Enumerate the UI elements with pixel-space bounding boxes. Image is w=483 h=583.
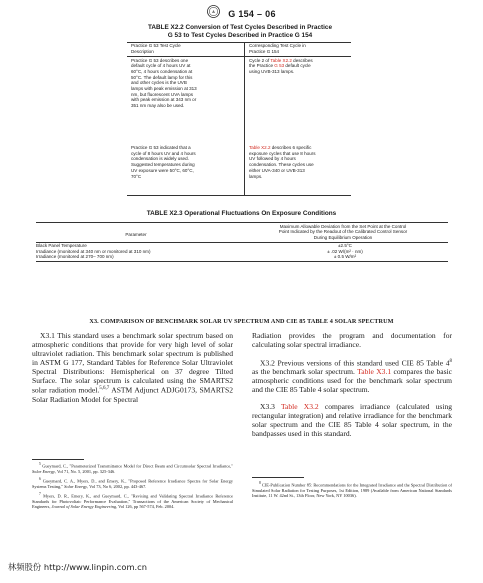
table-x22-row1-col2: Cycle 2 of Table X2.2 describes the Practice G 53 default cycle using UVB-313 lamps. <box>249 57 313 74</box>
astm-logo-icon <box>207 5 220 23</box>
footer-watermark: 林频股份 http://www.linpin.com.cn <box>8 562 147 572</box>
table-x23-caption: TABLE X2.3 Operational Fluctuations On Exposure Conditions <box>146 210 337 217</box>
footnote-5: $^5$ Gueymard, C., "Parameterized Transmittance Model for Direct Beam and Circumsolar Spectral Irradiance," Solar Energy, Vol 71, No. 5, 2001, pp. 325-346. <box>32 462 233 474</box>
table-x22-row2-col1: Practice G 53 indicated that a cycle of 8 hours UV and 4 hours condensation is widely used. Suggested temperatures during UV exposure were 50°C, 60°C, 70°C <box>131 145 196 179</box>
table-x23-col2-header: Maximum Allowable Deviation from the Set Point at the Control Point Indicated by the Readout of the Calibrated Control Sensor During Equilibrium Operation <box>278 223 408 240</box>
footnotes-right <box>252 481 452 501</box>
table-row: Irradiance (monitored at 340 nm or monitored at 310 nm) <box>36 248 151 254</box>
table-x22-row2-col2: Table X2.2 describes 6 specific exposure cycles that use 8 hours UV followed by 4 hours condensation. These cycles use either UVA-340 or UVB-313 lamps. <box>249 145 316 179</box>
right-column-text: Radiation provides the program and documentation for calculating solar spectral irradiance. X3.2 Previous versions of this standard used CIE 85 Table $4^8$ as the benchmark solar spectrum. Table X3.1 compares the basic atmospheric conditions used for the benchmark solar spectrum and the CIE 85 Table 4 solar spectrum. X3.3 Table X3.2 compares irradiance (calculated using rectangular integration) and relative irradiance for the benchmark solar spectrum and the CIE 85 Table 4 solar spectrum, in the bandpasses used in this standard. <box>252 331 452 438</box>
table-x22-caption-line2: G 53 to Test Cycles Described in Practice G 154 <box>167 32 313 39</box>
footnote-8: $^8$ CIE-Publication Number 85: Recommendations for the Integrated Irradiance and the Spectral Distribution of Simulated Solar Radiation for Testing Purposes, 1st Edition, 1989 (Available from American National Standards Institute, 11 W. 42nd St., 13th Floor, New York, NY 10036). <box>252 481 452 499</box>
link-table-x22[interactable]: Table X2.2 <box>270 57 292 63</box>
page-header <box>0 5 483 21</box>
footnotes-left <box>32 462 233 512</box>
svg-text:A: A <box>212 10 215 15</box>
footnote-7: $^7$ Myers, D. R., Emery, K., and Gueymard, C., "Revising and Validating Spectral Irradiance Reference Standards for Photovoltaic Performance Evaluation," Transactions of the American Society of Mechanical Engineers, Journal of Solar Energy Engineering, Vol 126, pp 567-574, Feb. 2004. <box>32 491 233 510</box>
left-column-text: X3.1 This standard uses a benchmark solar spectrum based on atmospheric conditions that provide for very high level of solar ultraviolet radiation. This benchmark solar spectrum is published in ASTM G 177, Standard Tables for Reference Solar Ultraviolet Spectral Distributions: Hemispherical on 37 degree Tilted Surface. The solar spectrum is calculated using the SMARTS2 solar radiation model.$^{5,6,7}$ ASTM Adjunct ADJG0173, SMARTS2 Solar Radiation Model for Spectral <box>32 331 233 404</box>
table-x22-row1-col1: Practice G 53 describes one default cycle of 4 hours UV at 60°C, 4 hours condensation at 50°C. The default lamp for this and other cycles is the UVB lamps with peak emission at 313 nm, but fluorescent UVA lamps with peak emission at 343 nm or 351 nm may also be used. <box>131 57 197 109</box>
table-x23-col1-header: Parameter <box>125 232 147 237</box>
link-g53[interactable]: G 53 <box>274 63 285 69</box>
table-row: Black Panel Temperature <box>36 243 87 248</box>
table-x23-parameters <box>36 243 256 260</box>
link-table-x31[interactable]: Table X3.1 <box>357 367 392 377</box>
link-table-x22-b[interactable]: Table X2.2 <box>249 145 271 150</box>
link-table-x32[interactable]: Table X3.2 <box>280 401 319 411</box>
standard-number: G 154 – 06 <box>228 9 276 20</box>
table-x22-caption-line1: TABLE X2.2 Conversion of Test Cycles Described in Practice <box>147 24 333 31</box>
table-x22-col1-header: Practice G 53 Test Cycle Description <box>131 43 181 54</box>
table-x23-deviations: ±2.5°C ± .02 W/(m² · nm) ± 0.5 W/m² <box>327 243 363 260</box>
table-row: Irradiance (monitored at 270– 700 nm) <box>36 254 114 260</box>
footnote-6: $^6$ Gueymard, C. A., Myers, D., and Emery, K., "Proposed Reference Irradiance Spectra for Solar Energy Systems Testing," Solar Energy, Vol 73, No 6, 2002, pp. 443-467. <box>32 476 233 489</box>
table-x22-caption <box>120 24 360 40</box>
section-x3-heading: X3. COMPARISON OF BENCHMARK SOLAR UV SPECTRUM AND CIE 85 TABLE 4 SOLAR SPECTRUM <box>89 318 394 325</box>
table-x22-col2-header: Corresponding Test Cycle in Practice G 154 <box>249 43 306 54</box>
